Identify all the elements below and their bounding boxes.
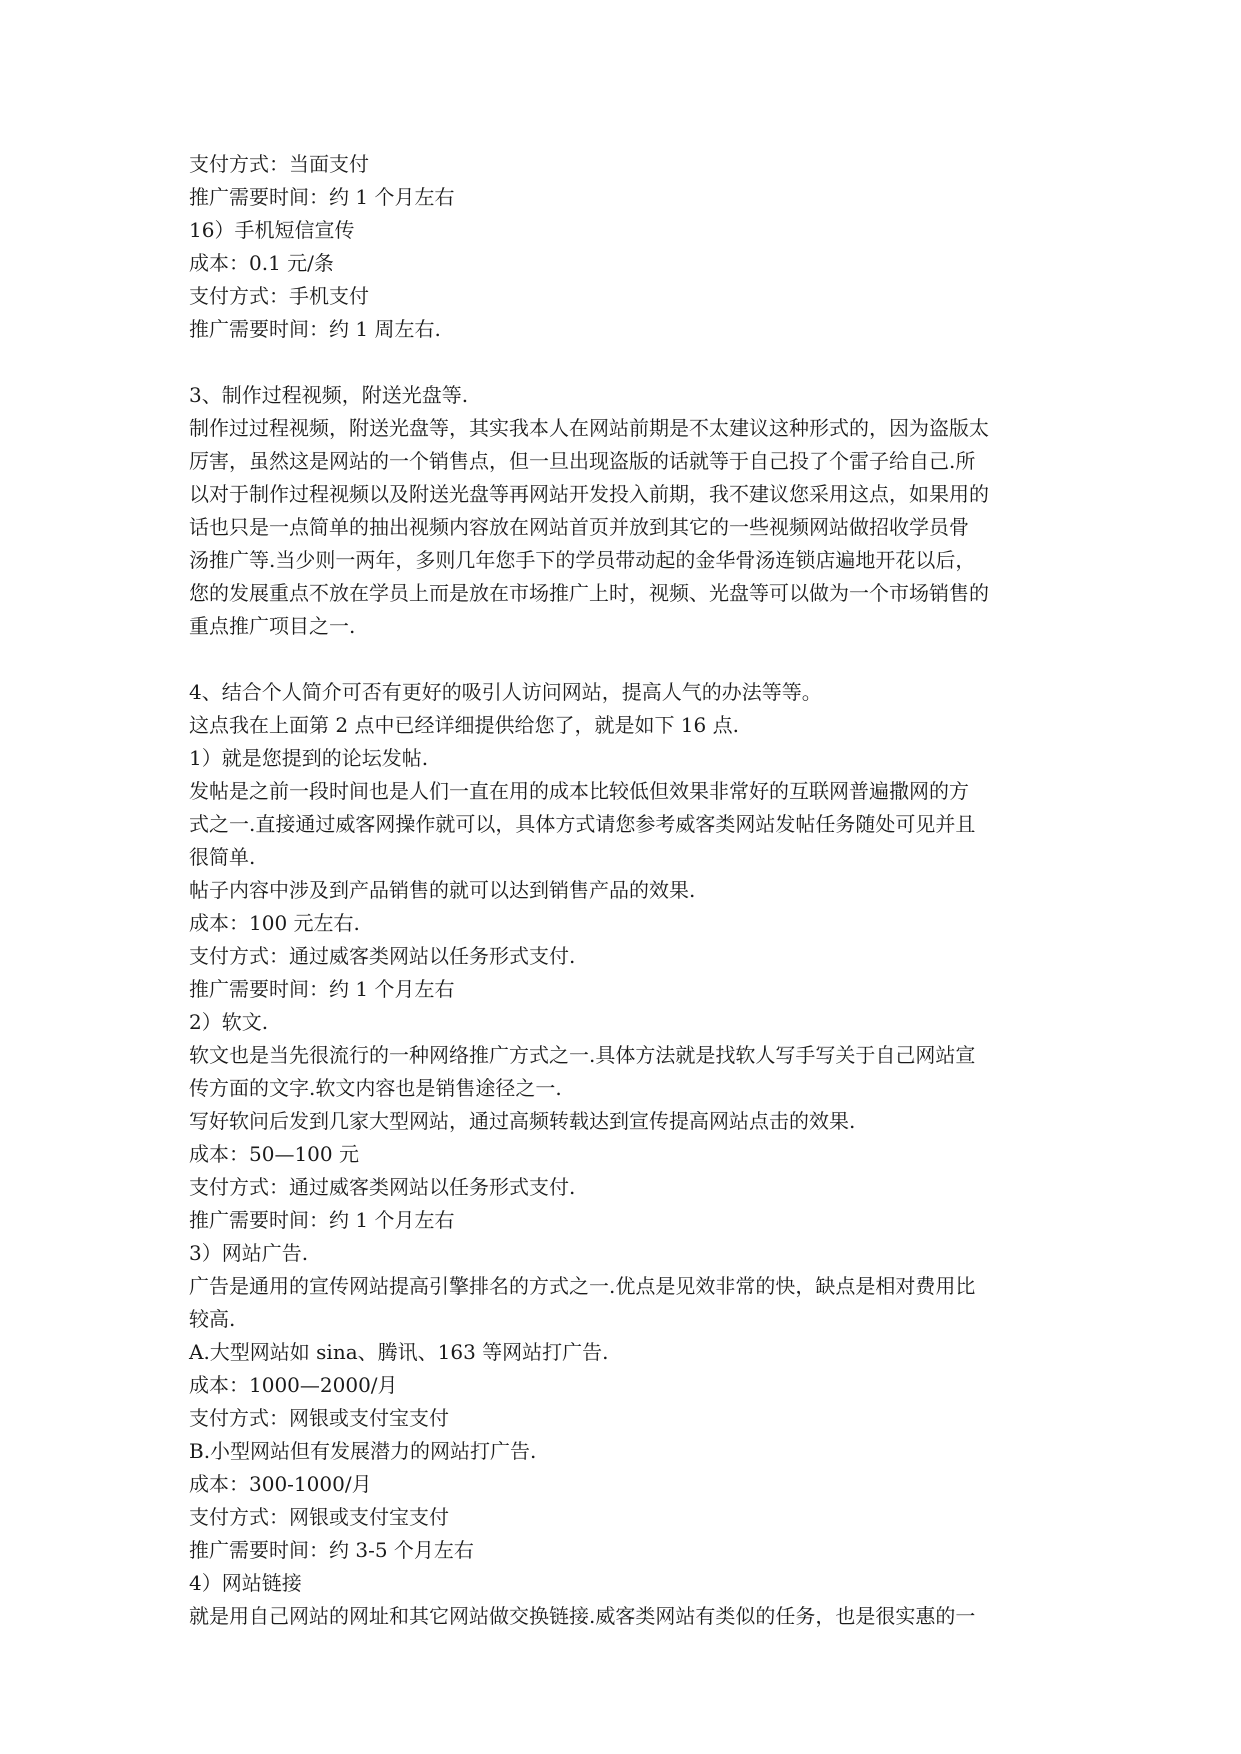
text-line: 推广需要时间：约 3-5 个月左右 xyxy=(189,1538,474,1562)
text-line: 汤推广等.当少则一两年，多则几年您手下的学员带动起的金华骨汤连锁店遍地开花以后， xyxy=(189,548,976,572)
text-line: 2）软文. xyxy=(189,1010,269,1034)
text-line: 式之一.直接通过威客网操作就可以，具体方式请您参考威客类网站发帖任务随处可见并且 xyxy=(189,812,976,836)
text-line: A.大型网站如 sina、腾讯、163 等网站打广告. xyxy=(189,1340,609,1364)
text-line: 成本：100 元左右. xyxy=(189,911,360,935)
text-line: 支付方式：通过威客类网站以任务形式支付. xyxy=(189,944,576,968)
text-line: 传方面的文字.软文内容也是销售途径之一. xyxy=(189,1076,562,1100)
text-line: 较高. xyxy=(189,1307,236,1331)
text-line: 支付方式：手机支付 xyxy=(189,284,369,308)
text-line: 重点推广项目之一. xyxy=(189,614,356,638)
text-line: 推广需要时间：约 1 个月左右 xyxy=(189,977,455,1001)
text-line: 支付方式：网银或支付宝支付 xyxy=(189,1505,449,1529)
section-heading: 3、制作过程视频，附送光盘等. xyxy=(189,383,469,407)
text-line: 您的发展重点不放在学员上而是放在市场推广上时，视频、光盘等可以做为一个市场销售的 xyxy=(189,581,989,605)
text-line: 这点我在上面第 2 点中已经详细提供给您了，就是如下 16 点. xyxy=(189,713,739,737)
text-line: 话也只是一点简单的抽出视频内容放在网站首页并放到其它的一些视频网站做招收学员骨 xyxy=(189,515,969,539)
text-line: B.小型网站但有发展潜力的网站打广告. xyxy=(189,1439,537,1463)
text-line: 支付方式：通过威客类网站以任务形式支付. xyxy=(189,1175,576,1199)
text-line: 推广需要时间：约 1 个月左右 xyxy=(189,1208,455,1232)
text-line: 成本：1000—2000/月 xyxy=(189,1373,398,1397)
text-line: 1）就是您提到的论坛发帖. xyxy=(189,746,429,770)
text-line: 支付方式：网银或支付宝支付 xyxy=(189,1406,449,1430)
text-line: 就是用自己网站的网址和其它网站做交换链接.威客类网站有类似的任务，也是很实惠的一 xyxy=(189,1604,976,1628)
text-line: 成本：0.1 元/条 xyxy=(189,251,334,275)
text-line: 很简单. xyxy=(189,845,256,869)
text-line: 3）网站广告. xyxy=(189,1241,309,1265)
text-line: 广告是通用的宣传网站提高引擎排名的方式之一.优点是见效非常的快，缺点是相对费用比 xyxy=(189,1274,976,1298)
text-line: 推广需要时间：约 1 个月左右 xyxy=(189,185,455,209)
text-line: 软文也是当先很流行的一种网络推广方式之一.具体方法就是找软人写手写关于自己网站宣 xyxy=(189,1043,976,1067)
text-line: 16）手机短信宣传 xyxy=(189,218,355,242)
text-line: 推广需要时间：约 1 周左右. xyxy=(189,317,441,341)
text-line: 厉害，虽然这是网站的一个销售点，但一旦出现盗版的话就等于自己投了个雷子给自己.所 xyxy=(189,449,976,473)
text-line: 发帖是之前一段时间也是人们一直在用的成本比较低但效果非常好的互联网普遍撒网的方 xyxy=(189,779,969,803)
text-line: 以对于制作过程视频以及附送光盘等再网站开发投入前期，我不建议您采用这点，如果用的 xyxy=(189,482,989,506)
text-line: 写好软问后发到几家大型网站，通过高频转载达到宣传提高网站点击的效果. xyxy=(189,1109,856,1133)
text-line: 制作过过程视频，附送光盘等，其实我本人在网站前期是不太建议这种形式的，因为盗版太 xyxy=(189,416,989,440)
text-line: 4）网站链接 xyxy=(189,1571,302,1595)
document-page xyxy=(189,148,1061,1633)
text-line: 支付方式：当面支付 xyxy=(189,152,369,176)
section-heading: 4、结合个人简介可否有更好的吸引人访问网站，提高人气的办法等等。 xyxy=(189,680,822,704)
text-line: 成本：50—100 元 xyxy=(189,1142,359,1166)
blank-line xyxy=(189,346,1061,379)
blank-line xyxy=(189,643,1061,676)
text-line: 成本：300-1000/月 xyxy=(189,1472,372,1496)
text-line: 帖子内容中涉及到产品销售的就可以达到销售产品的效果. xyxy=(189,878,696,902)
